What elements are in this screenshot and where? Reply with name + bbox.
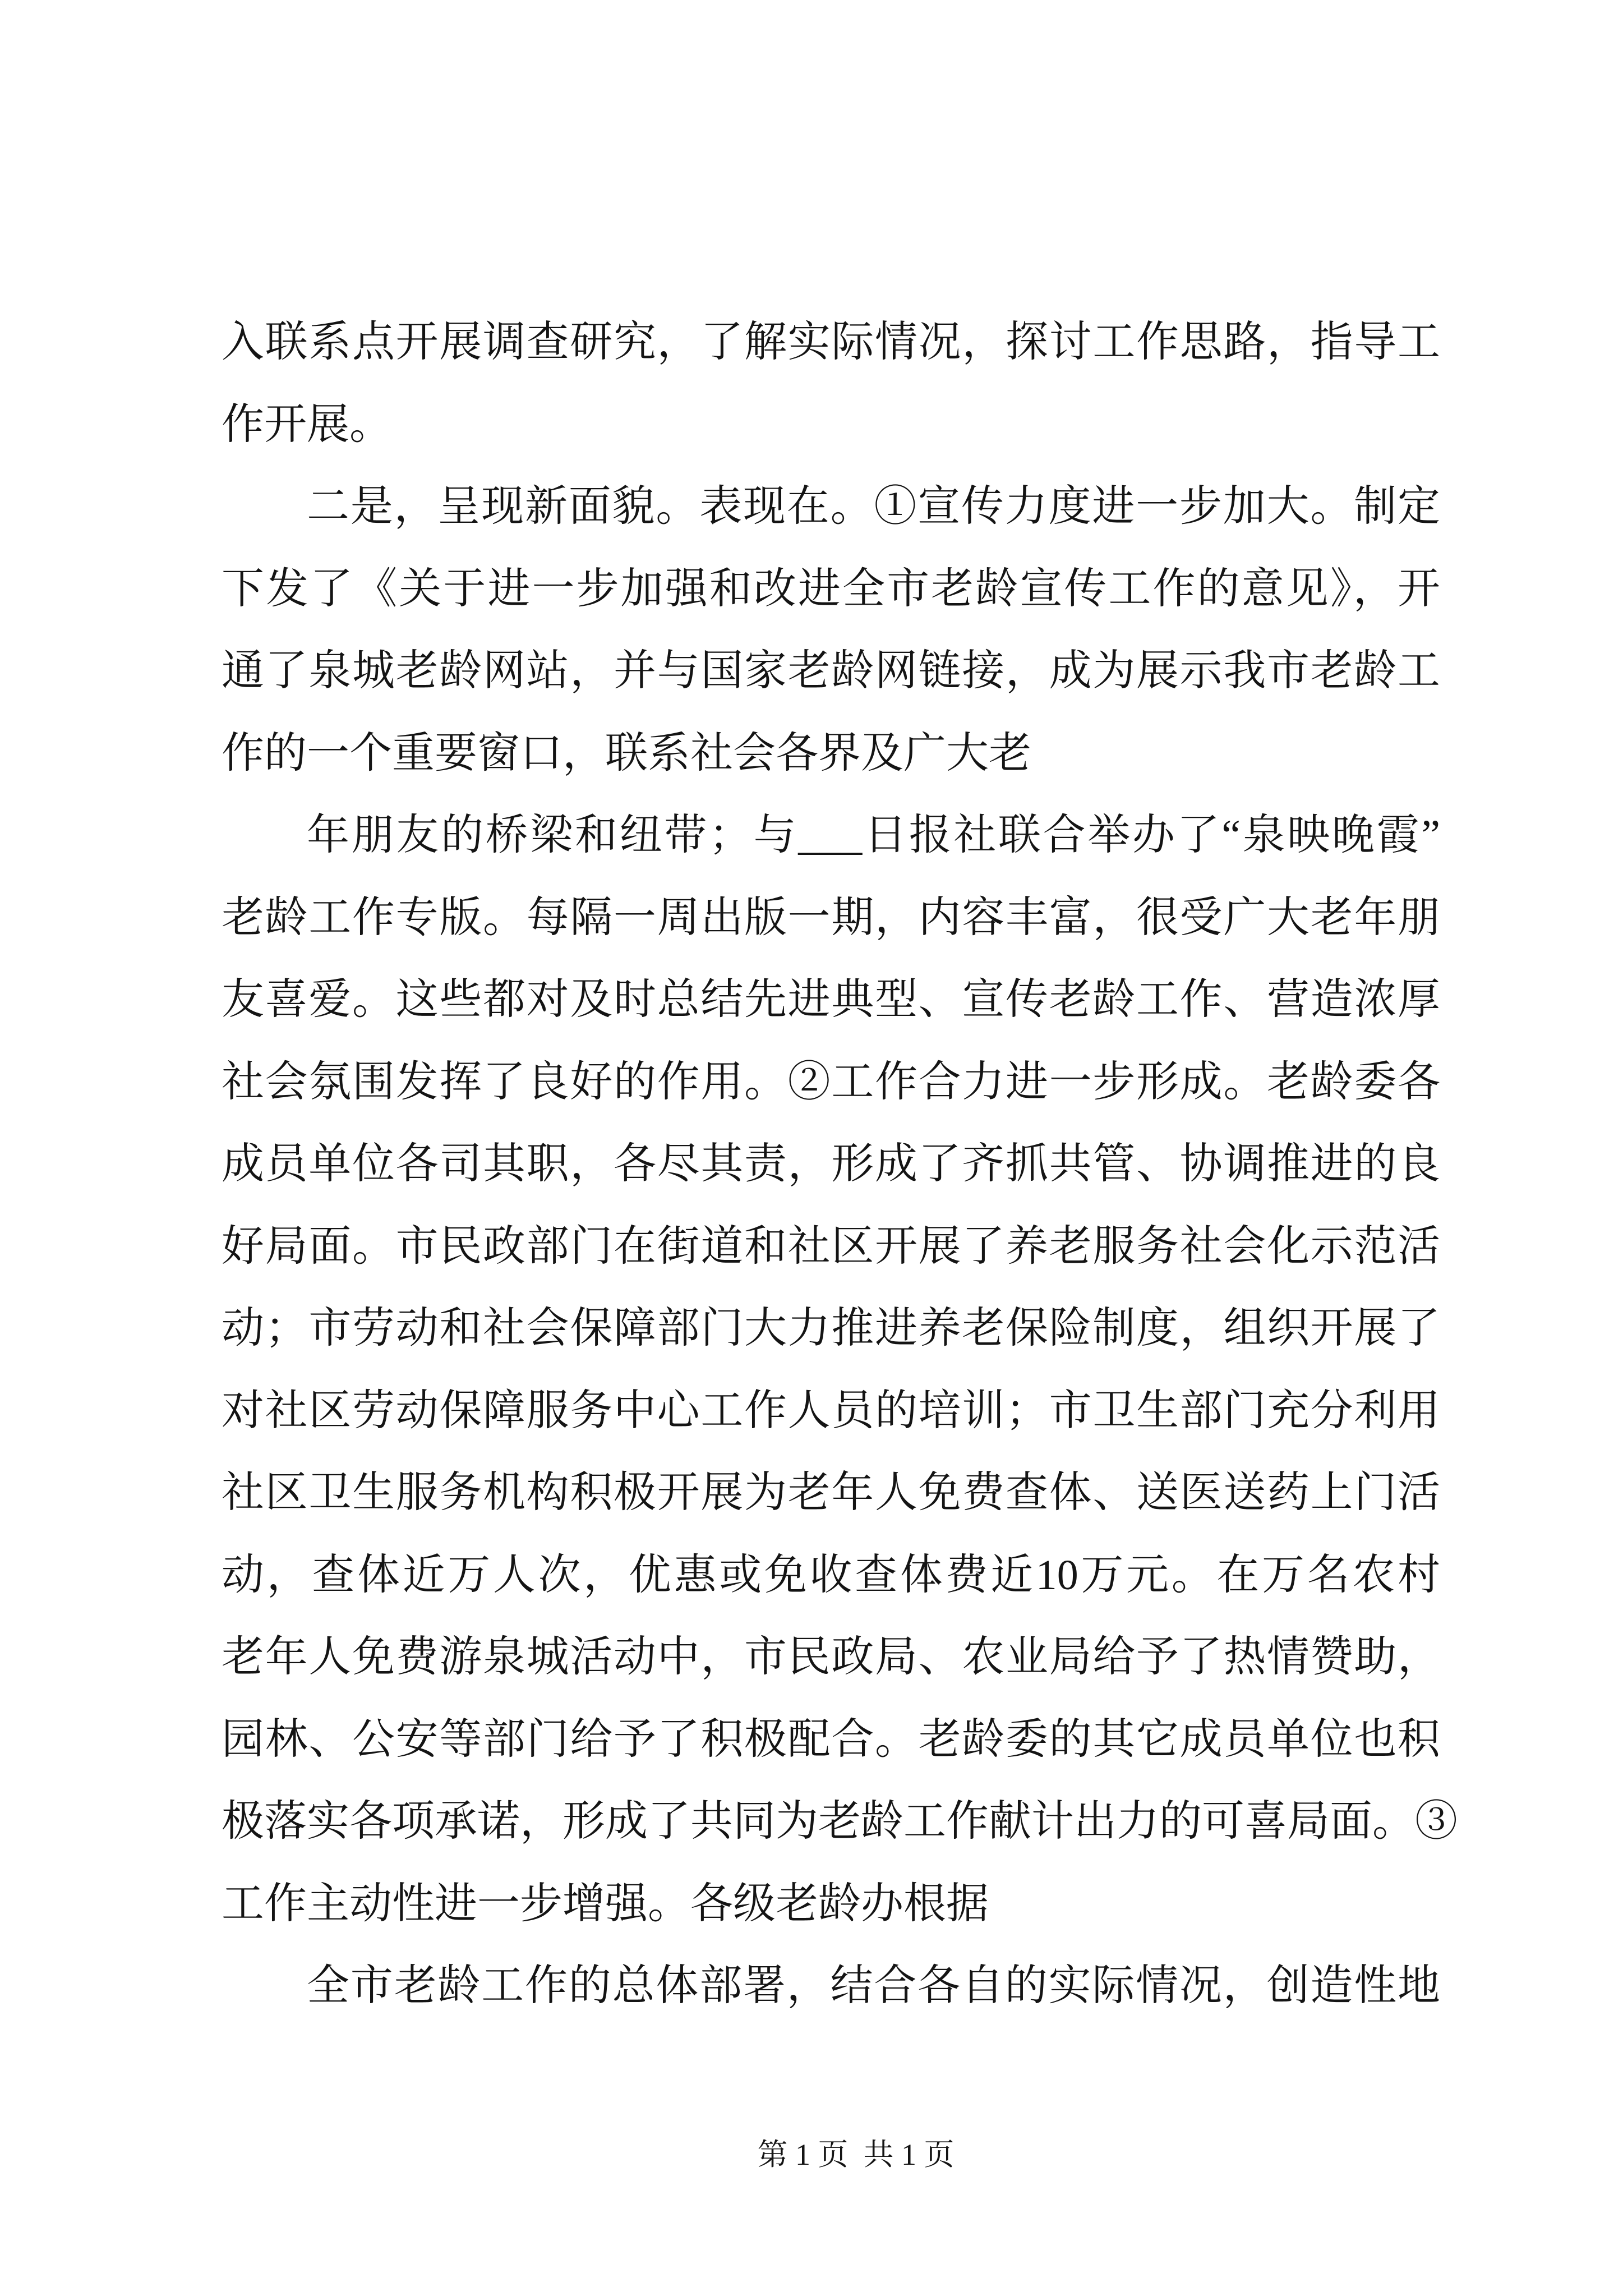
text-line: 工作主动性进一步增强。各级老龄办根据 [222,1880,989,1927]
text-line: 园林、公安等部门给予了积极配合。老龄委的其它成员单位也积 [222,1715,1440,1763]
document-body [222,301,1458,2027]
text-line: 年朋友的桥梁和纽带；与___日报社联合举办了“泉映晚霞” [307,812,1440,859]
text-line: 动，查体近万人次，优惠或免收查体费近10万元。在万名农村 [222,1551,1440,1599]
text-line: 老龄工作专版。每隔一周出版一期，内容丰富，很受广大老年朋 [222,894,1440,941]
page-footer: 第 1 页 共 1 页 [757,2138,955,2171]
paragraph [222,1945,1440,2027]
text-line: 作的一个重要窗口，联系社会各界及广大老 [222,729,1031,777]
text-line: 老年人免费游泉城活动中，市民政局、农业局给予了热情赞助， [222,1634,1440,1681]
text-line: 通了泉城老龄网站，并与国家老龄网链接，成为展示我市老龄工 [222,647,1440,694]
text-line: 好局面。市民政部门在街道和社区开展了养老服务社会化示范活 [222,1222,1440,1270]
text-line: 极落实各项承诺，形成了共同为老龄工作献计出力的可喜局面。③ [222,1798,1458,1845]
paragraph [222,794,1458,1945]
text-line: 对社区劳动保障服务中心工作人员的培训；市卫生部门充分利用 [222,1387,1440,1434]
text-line: 社区卫生服务机构积极开展为老年人免费查体、送医送药上门活 [222,1469,1440,1516]
text-line: 二是，呈现新面貌。表现在。①宣传力度进一步加大。制定 [307,483,1440,530]
text-line: 下发了《关于进一步加强和改进全市老龄宣传工作的意见》，开 [222,565,1440,613]
text-line: 动；市劳动和社会保障部门大力推进养老保险制度，组织开展了 [222,1305,1440,1352]
text-line: 全市老龄工作的总体部署，结合各自的实际情况，创造性地 [307,1962,1440,2009]
text-line: 成员单位各司其职，各尽其责，形成了齐抓共管、协调推进的良 [222,1140,1440,1188]
text-line: 友喜爱。这些都对及时总结先进典型、宣传老龄工作、营造浓厚 [222,976,1440,1023]
paragraph [222,466,1440,794]
text-line: 社会氛围发挥了良好的作用。②工作合力进一步形成。老龄委各 [222,1058,1440,1106]
text-line: 作开展。 [222,401,392,448]
paragraph [222,301,1440,466]
text-line: 入联系点开展调查研究，了解实际情况，探讨工作思路，指导工 [222,319,1440,366]
